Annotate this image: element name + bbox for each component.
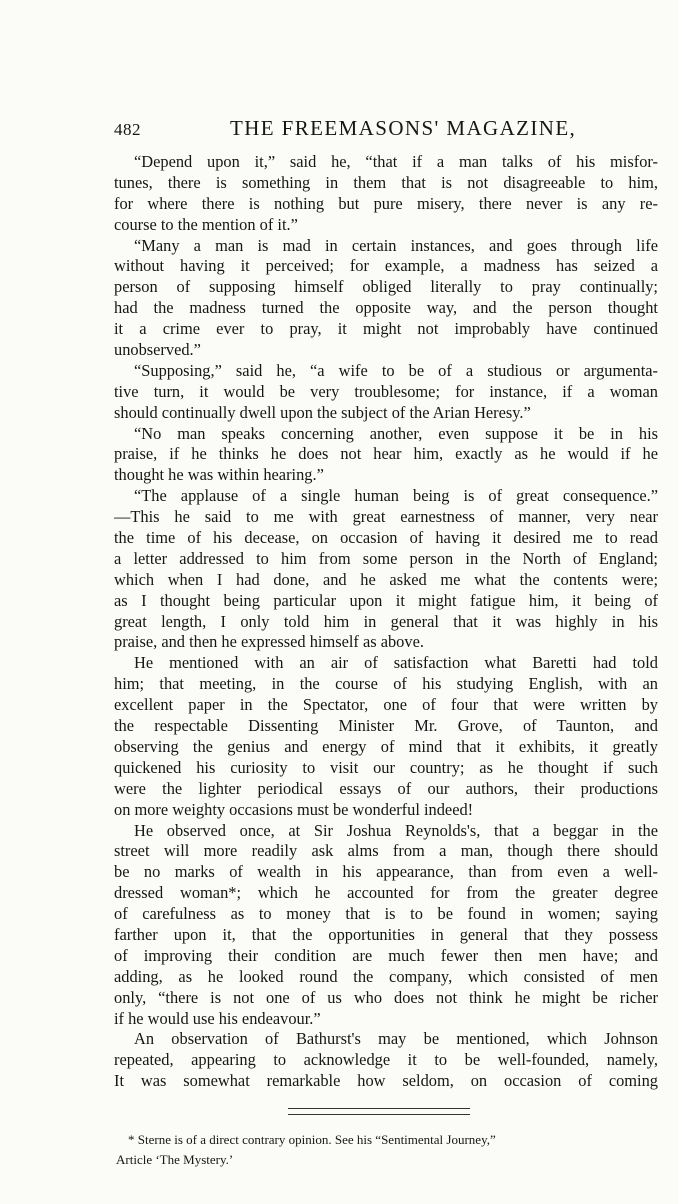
text-line: without having it perceived; for example, a madness has seized a — [114, 256, 658, 276]
text-line: quickened his curiosity to visit our country; as he thought if such — [114, 757, 658, 777]
text-line: thought he was within hearing.” — [114, 465, 324, 485]
text-line: the respectable Dissenting Minister Mr. Grove, of Taunton, and — [114, 716, 658, 736]
text-line: it a crime ever to pray, it might not improbably have continued — [114, 319, 658, 339]
text-line: if he would use his endeavour.” — [114, 1008, 321, 1028]
text-line: a letter addressed to him from some person in the North of England; — [114, 548, 658, 568]
text-line: him; that meeting, in the course of his studying English, with an — [114, 674, 658, 694]
text-line: had the madness turned the opposite way, and the person thought — [114, 298, 658, 318]
text-line: praise, if he thinks he does not hear him, exactly as he would if he — [114, 444, 658, 464]
body-text — [114, 152, 658, 1092]
page-number: 482 — [114, 120, 141, 139]
text-line: street will more readily ask alms from a man, though there should — [114, 841, 658, 861]
magazine-title: THE FREEMASONS' MAGAZINE, — [230, 116, 577, 140]
text-line: An observation of Bathurst's may be mentioned, which Johnson — [134, 1029, 658, 1049]
text-line: adding, as he looked round the company, which consisted of men — [114, 966, 658, 986]
text-line: only, “there is not one of us who does not think he might be richer — [114, 987, 658, 1007]
footnote-divider — [288, 1108, 470, 1115]
footnote-line: Article ‘The Mystery.’ — [116, 1152, 234, 1167]
text-line: “Depend upon it,” said he, “that if a man talks of his misfor- — [134, 152, 658, 171]
text-line: dressed woman*; which he accounted for from the greater degree — [114, 883, 658, 903]
text-line: He observed once, at Sir Joshua Reynolds's, that a beggar in the — [134, 820, 658, 840]
text-line: tive turn, it would be very troublesome; for instance, if a woman — [114, 381, 658, 401]
text-line: were the lighter periodical essays of our authors, their productions — [114, 778, 658, 798]
text-line: excellent paper in the Spectator, one of four that were written by — [114, 695, 658, 715]
text-line: “No man speaks concerning another, even suppose it be in his — [134, 423, 658, 443]
text-line: course to the mention of it.” — [114, 214, 298, 234]
text-line: of carefulness as to money that is to be found in women; saying — [114, 904, 658, 924]
text-line: the time of his decease, on occasion of having it desired me to read — [114, 528, 658, 548]
text-line: as I thought being particular upon it might fatigue him, it being of — [114, 590, 658, 610]
text-line: praise, and then he expressed himself as above. — [114, 632, 424, 652]
text-line: person of supposing himself obliged literally to pray continually; — [114, 277, 658, 297]
text-line: be no marks of wealth in his appearance, than from even a well- — [114, 862, 658, 882]
running-head — [114, 116, 658, 146]
text-line: “Many a man is mad in certain instances, and goes through life — [134, 235, 658, 255]
text-line: farther upon it, that the opportunities in general that they possess — [114, 924, 658, 944]
text-line: should continually dwell upon the subject of the Arian Heresy.” — [114, 402, 531, 422]
footnote-line: * Sterne is of a direct contrary opinion. See his “Sentimental Journey,” — [128, 1132, 496, 1147]
text-line: It was somewhat remarkable how seldom, on occasion of coming — [114, 1071, 658, 1091]
text-line: on more weighty occasions must be wonderful indeed! — [114, 799, 474, 819]
text-line: repeated, appearing to acknowledge it to be well-founded, namely, — [114, 1050, 658, 1070]
text-line: which when I had done, and he asked me what the contents were; — [114, 569, 658, 589]
text-line: tunes, there is something in them that is not disagreeable to him, — [114, 172, 658, 192]
text-line: of improving their condition are much fewer then men have; and — [114, 945, 658, 965]
text-line: —This he said to me with great earnestness of manner, very near — [114, 507, 658, 527]
footnote — [116, 1130, 656, 1170]
text-line: “Supposing,” said he, “a wife to be of a studious or argumenta- — [134, 360, 658, 380]
text-line: observing the genius and energy of mind that it exhibits, it greatly — [114, 736, 658, 756]
text-line: “The applause of a single human being is of great consequence.” — [134, 486, 658, 506]
text-line: unobserved.” — [114, 340, 201, 360]
text-line: great length, I only told him in general that it was highly in his — [114, 611, 658, 631]
text-line: for where there is nothing but pure misery, there never is any re- — [114, 193, 658, 213]
text-line: He mentioned with an air of satisfaction what Baretti had told — [134, 653, 658, 673]
